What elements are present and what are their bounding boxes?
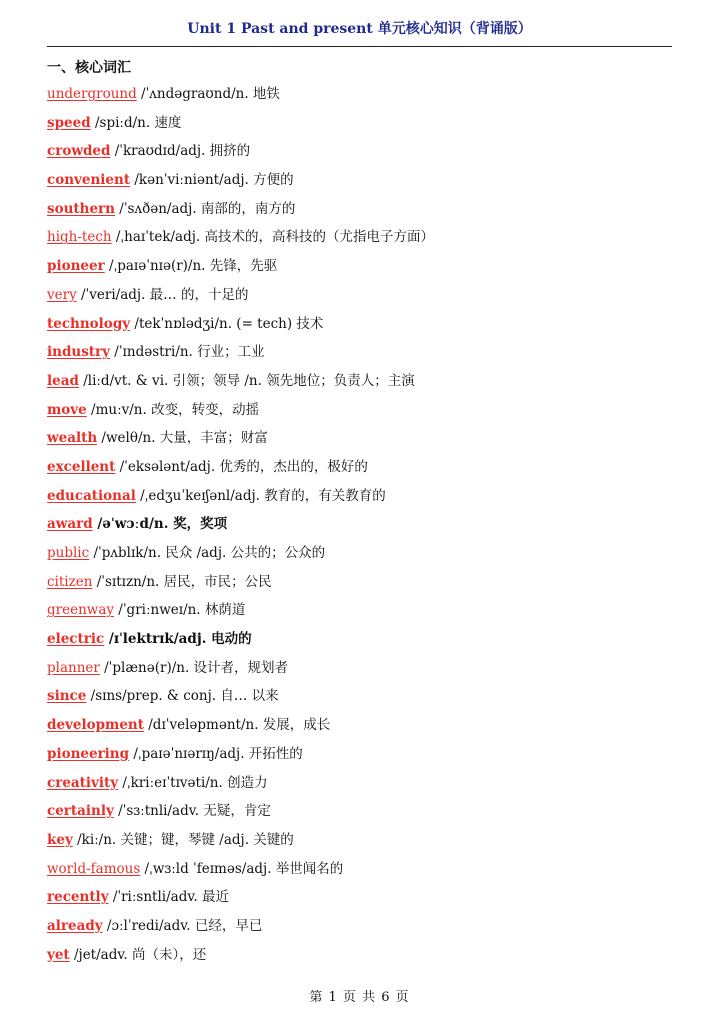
vocab-entry [47,799,687,828]
vocab-definition: /ˈriːsntli/adv. 最近 [108,889,229,906]
vocab-definition: /ˈʌndəgraʊnd/n. 地铁 [136,86,280,102]
vocab-word: certainly [47,803,114,820]
vocab-definition: /liːd/vt. & vi. 引领；领导 /n. 领先地位；负责人；主演 [78,372,415,389]
vocab-entry [47,771,687,800]
vocab-entry [47,828,687,857]
vocab-word: speed [47,114,91,131]
vocab-word: electric [47,631,105,648]
vocab-definition: /jet/adv. 尚（未），还 [69,946,207,963]
vocab-word: since [47,688,87,705]
vocab-entry [47,598,687,627]
vocab-definition: /ˈpʌblɪk/n. 民众 /adj. 公共的；公众的 [89,545,326,561]
vocab-word: planner [47,659,100,676]
vocab-definition: /ɔːlˈredi/adv. 已经，早已 [102,917,263,934]
vocab-entry [47,312,687,341]
vocab-entry [47,340,687,369]
vocab-definition: /dɪˈveləpmənt/n. 发展，成长 [143,717,331,734]
vocab-entry [47,283,687,312]
vocab-word: convenient [47,172,131,189]
vocab-word: development [47,717,144,734]
vocab-word: public [47,545,90,561]
vocab-definition: /tekˈnɒlədʒi/n. (= tech) 技术 [130,315,324,332]
vocab-definition: /ˈsɪtɪzn/n. 居民，市民；公民 [92,573,272,590]
vocab-entry [47,627,687,656]
vocab-entry [47,512,687,541]
vocab-definition: /muːv/n. 改变，转变，动摇 [86,401,260,418]
vocab-entry [47,139,687,168]
vocab-word: recently [47,889,109,906]
vocab-entry [47,168,687,197]
vocab-entry [47,225,687,254]
vocab-word: creativity [47,774,119,791]
vocab-definition: /ɪˈlektrɪk/adj. 电动的 [104,631,252,648]
vocab-definition: /ˈɪndəstri/n. 行业；工业 [110,344,265,361]
vocab-definition: /ˈveri/adj. 最… 的，十足的 [76,286,249,303]
vocab-word: pioneering [47,745,130,762]
vocab-entry [47,943,687,972]
vocab-definition: /ˈsʌðən/adj. 南部的，南方的 [115,200,296,217]
vocab-definition: /ˌhaɪˈtek/adj. 高技术的，高科技的（尤指电子方面） [111,229,435,246]
vocab-word: educational [47,487,136,504]
vocab-definition: /welθ/n. 大量，丰富；财富 [97,430,268,447]
vocab-word: southern [47,200,115,217]
vocab-entry [47,742,687,771]
page-number: 第 1 页 共 6 页 [309,990,410,1005]
vocab-definition: /ˈkraʊdɪd/adj. 拥挤的 [110,143,251,160]
vocab-entry [47,914,687,943]
vocab-word: yet [47,946,70,963]
vocab-definition: /spiːd/n. 速度 [90,114,182,131]
vocab-word: excellent [47,458,116,475]
vocab-entry [47,398,687,427]
vocab-word: award [47,516,93,533]
vocabulary-list [47,82,687,971]
vocab-entry [47,541,687,570]
vocab-word: industry [47,344,110,361]
vocab-entry [47,111,687,140]
vocab-word: technology [47,315,131,332]
vocab-entry [47,857,687,886]
vocab-entry [47,484,687,513]
vocab-word: underground [47,86,137,102]
vocab-word: wealth [47,430,98,447]
vocab-word: key [47,831,73,848]
vocab-entry [47,684,687,713]
vocab-entry [47,713,687,742]
vocab-definition: /əˈwɔːd/n. 奖，奖项 [92,516,228,533]
vocab-word: pioneer [47,258,105,275]
vocab-entry [47,369,687,398]
header-divider [47,46,672,47]
vocab-definition: /ˌkriːeɪˈtɪvəti/n. 创造力 [118,774,268,791]
vocab-entry [47,197,687,226]
vocab-word: world-famous [47,860,141,877]
vocab-word: high-tech [47,229,112,246]
vocab-definition: /ˈeksələnt/adj. 优秀的，杰出的，极好的 [115,458,368,475]
vocab-word: crowded [47,143,111,160]
vocab-word: move [47,401,87,418]
vocab-definition: /ˌpaɪəˈnɪə(r)/n. 先锋，先驱 [104,258,278,275]
vocab-definition: /ˌwɜːld ˈfeɪməs/adj. 举世闻名的 [140,860,344,877]
vocab-definition: /ˈgriːnweɪ/n. 林荫道 [114,602,246,619]
vocab-definition: /ˌpaɪəˈnɪərɪŋ/adj. 开拓性的 [129,745,303,762]
document-title: Unit 1 Past and present 单元核心知识（背诵版） [187,21,532,37]
section-heading: 一、核心词汇 [47,60,131,76]
vocab-definition: /ˈsɜːtnli/adv. 无疑，肯定 [113,803,271,820]
vocab-definition: /ˌedʒuˈkeɪʃənl/adj. 教育的，有关教育的 [135,487,386,504]
vocab-entry [47,455,687,484]
vocab-entry [47,254,687,283]
vocab-definition: /kənˈviːniənt/adj. 方便的 [130,172,294,189]
vocab-word: greenway [47,602,114,619]
vocab-word: citizen [47,573,93,590]
vocab-word: already [47,917,103,934]
vocab-entry [47,82,687,111]
vocab-entry [47,426,687,455]
vocab-entry [47,570,687,599]
vocab-entry [47,656,687,685]
vocab-definition: /sɪns/prep. & conj. 自… 以来 [86,688,279,705]
vocab-entry [47,885,687,914]
vocab-word: very [47,286,77,303]
vocab-word: lead [47,372,79,389]
vocab-definition: /ˈplænə(r)/n. 设计者，规划者 [99,659,289,676]
vocab-definition: /kiː/n. 关键；键，琴键 /adj. 关键的 [72,831,294,848]
